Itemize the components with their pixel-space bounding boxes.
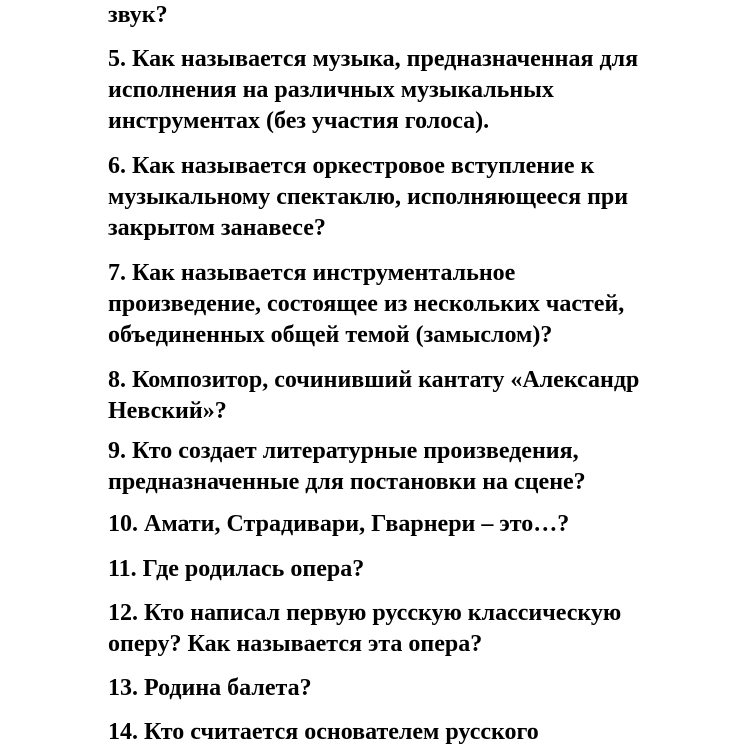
question-6 <box>108 151 628 244</box>
question-line: закрытом занавесе? <box>108 215 326 241</box>
question-13 <box>108 673 312 704</box>
question-14 <box>108 717 539 748</box>
question-line: 9. Кто создает литературные произведения, <box>108 438 579 464</box>
question-line: 10. Амати, Страдивари, Гварнери – это…? <box>108 511 570 537</box>
question-line: произведение, состоящее из нескольких частей, <box>108 291 625 317</box>
question-line: 13. Родина балета? <box>108 675 312 701</box>
question-line: 5. Как называется музыка, предназначенная для <box>108 46 639 72</box>
question-line: объединенных общей темой (замыслом)? <box>108 322 553 348</box>
question-line: 14. Кто считается основателем русского <box>108 719 539 745</box>
question-8 <box>108 365 639 427</box>
question-line: 8. Композитор, сочинивший кантату «Александр <box>108 367 640 393</box>
question-12 <box>108 598 621 660</box>
question-line: звук? <box>108 2 168 28</box>
question-line: Невский»? <box>108 398 227 424</box>
question-line: предназначенные для постановки на сцене? <box>108 469 586 495</box>
question-line: исполнения на различных музыкальных <box>108 77 554 103</box>
question-10 <box>108 509 569 540</box>
question-line: 7. Как называется инструментальное <box>108 260 516 286</box>
question-line: инструментах (без участия голоса). <box>108 108 490 134</box>
question-line: оперу? Как называется эта опера? <box>108 631 483 657</box>
question-line: 11. Где родилась опера? <box>108 556 365 582</box>
question-line: музыкальному спектаклю, исполняющееся при <box>108 184 629 210</box>
question-line: 6. Как называется оркестровое вступление к <box>108 153 595 179</box>
question-11 <box>108 554 364 585</box>
question-5 <box>108 44 638 137</box>
question-7 <box>108 258 624 351</box>
question-9 <box>108 436 586 498</box>
question-4-tail <box>108 0 168 31</box>
question-line: 12. Кто написал первую русскую классическую <box>108 600 622 626</box>
